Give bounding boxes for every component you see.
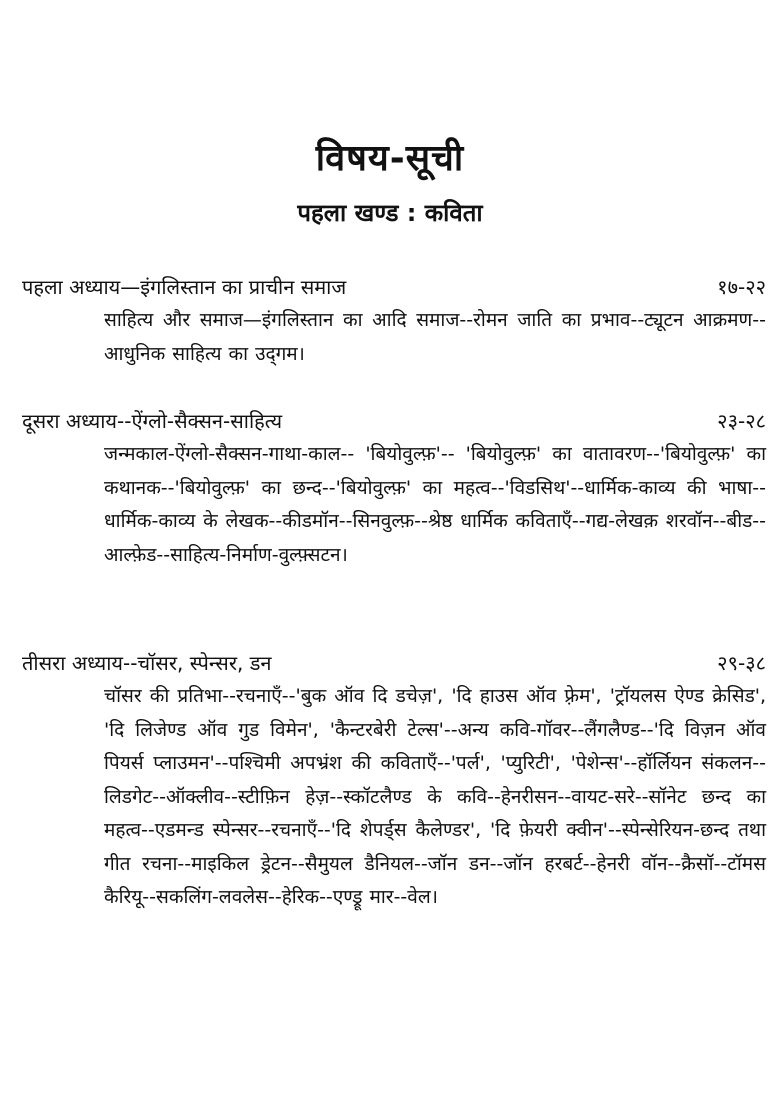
chapter-entry-2 — [22, 404, 766, 572]
chapter-topics: जन्मकाल-ऐंग्लो-सैक्सन-गाथा-काल-- 'बियोवुल्फ़'-- 'बियोवुल्फ़' का वातावरण--'बियोवुल्फ़' का कथानक--'बियोवुल्फ़' का छन्द--'बियोवुल्फ़' का महत्व--'विडसिथ'--धार्मिक-काव्य की भाषा--धार्मिक-काव्य के लेखक--कीडमॉन--सिनवुल्फ़--श्रेष्ठ धार्मिक कविताएँ--गद्य-लेखक़ शरवॉन--बीड--आल्फ़ेड--साहित्य-निर्माण-वुल्फ़्सटन। — [104, 443, 766, 566]
chapter-topics: साहित्य और समाज—इंगलिस्तान का आदि समाज--रोमन जाति का प्रभाव--ट्यूटन आक्रमण--आधुनिक साहित्य का उद्‌गम। — [104, 309, 766, 365]
chapter-heading — [22, 646, 766, 680]
chapter-heading — [22, 404, 766, 438]
chapter-entry-1 — [22, 270, 766, 371]
chapter-title: तीसरा अध्याय--चॉसर, स्पेन्सर, डन — [22, 651, 272, 675]
chapter-topics: चॉसर की प्रतिभा--रचनाएँ--'बुक ऑव दि डचेज़', 'दि हाउस ऑव फ़्रेम', 'ट्रॉयलस ऐण्ड क्रेसिड', 'दि लिजेण्ड ऑव गुड विमेन', 'कैन्टरबेरी टेल्स'--अन्य कवि-गॉवर--लैंगलैण्ड--'दि विज़न ऑव पियर्स प्लाउमन'--पश्चिमी अपभ्रंश की कविताएँ--'पर्ल', 'प्युरिटी', 'पेशेन्स'--हॉर्लियन संकलन--लिडगेट--ऑक्लीव--स्टीफ़िन हेज़--स्कॉटलैण्ड के कवि--हेनरीसन--वायट-सरे--सॉनेट छन्द का महत्व--एडमन्ड स्पेन्सर--रचनाएँ--'दि शेपर्ड्स कैलेण्डर', 'दि फ़ेयरी क्वीन'--स्पेन्सेरियन-छन्द तथा गीत रचना--माइकिल ड्रेटन--सैमुयल डैनियल--जॉन डन--जॉन हरबर्ट--हेनरी वॉन--क्रैसॉ--टॉमस कैरियू--सकलिंग-लवलेस--हेरिक--एण्ड्रू मार--वेल। — [104, 685, 766, 908]
page-title: विषय-सूची — [315, 138, 465, 179]
chapter-page-range: २३-२८ — [717, 409, 766, 433]
chapter-heading — [22, 270, 766, 304]
section-subtitle: पहला खण्ड : कविता — [297, 199, 483, 227]
chapter-title: पहला अध्याय—इंगलिस्तान का प्राचीन समाज — [22, 275, 347, 299]
chapter-page-range: २९-३८ — [717, 651, 766, 675]
chapter-page-range: १७-२२ — [717, 275, 766, 299]
chapter-entry-3 — [22, 646, 766, 915]
chapter-title: दूसरा अध्याय--ऐंग्लो-सैक्सन-साहित्य — [22, 409, 283, 433]
